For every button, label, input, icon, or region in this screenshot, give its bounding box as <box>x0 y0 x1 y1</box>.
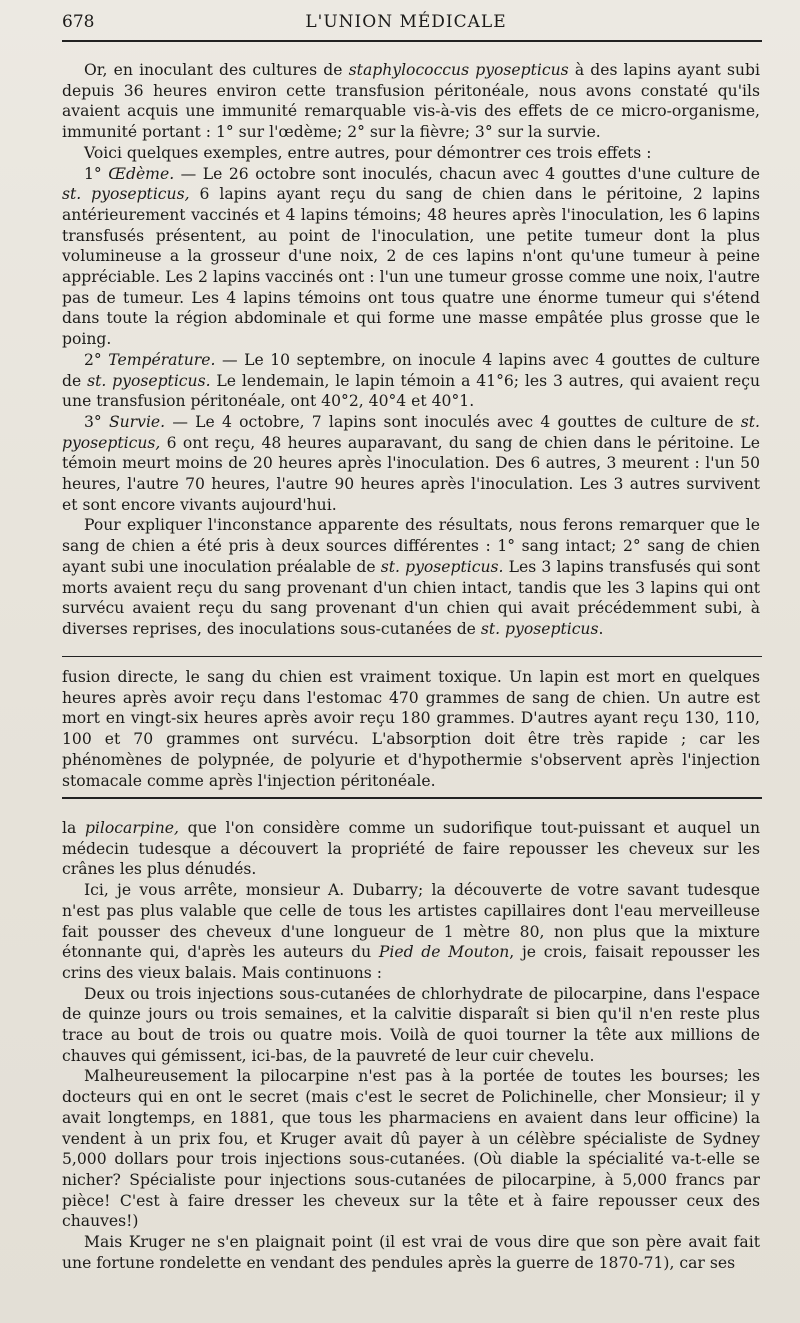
section-divider <box>62 656 762 657</box>
article-section-immunity <box>62 60 760 640</box>
paragraph-survie: 3° Survie. — Le 4 octobre, 7 lapins sont inoculés avec 4 gouttes de culture de st. pyosepticus, 6 ont reçu, 48 heures auparavant, du sang de chien dans le péritoine. Le témoin meurt moins de 20 heures après l'inoculation. Des 6 autres, 3 meurent : l'un 50 heures, l'autre 70 heures, l'autre 90 heures après l'inoculation. Les 3 autres survivent et sont encore vivants aujourd'hui. <box>62 412 760 514</box>
paragraph: Deux ou trois injections sous-cutanées de chlorhydrate de pilocarpine, dans l'espace de quinze jours ou trois semaines, et la calvitie disparaît si bien qu'il n'en reste plus trace au bout de trois ou quatre mois. Voilà de quoi tourner la tête aux millions de chauves qui gémissent, ici-bas, de la pauvreté de leur cuir chevelu. <box>62 984 760 1065</box>
article-section-toxicity <box>62 667 760 791</box>
paragraph-oedeme: 1° Œdème. — Le 26 octobre sont inoculés, chacun avec 4 gouttes d'une culture de st. pyosepticus, 6 lapins ayant reçu du sang de chien dans le péritoine, 2 lapins antérieurement vaccinés et 4 lapins témoins; 48 heures après l'inoculation, les 6 lapins transfusés présentent, au point de l'inoculation, une petite tumeur dont la plus volumineuse a la grosseur d'une noix, 2 de ces lapins n'ont qu'une tumeur à peine appréciable. Les 2 lapins vaccinés ont : l'un une tumeur grosse comme une noix, l'autre pas de tumeur. Les 4 lapins témoins ont tous quatre une énorme tumeur qui s'étend dans toute la région abdominale et qui forme une masse empâtée plus grosse que le poing. <box>62 164 760 349</box>
running-header <box>62 6 750 38</box>
paragraph: Malheureusement la pilocarpine n'est pas à la portée de toutes les bourses; les docteurs qui en ont le secret (mais c'est le secret de Polichinelle, cher Monsieur; il y avait longtemps, en 1881, que tous les pharmaciens en avaient dans leur officine) la vendent à un prix fou, et Kruger avait dû payer à un célèbre spécialiste de Sydney 5,000 dollars pour trois injections sous-cutanées. (Où diable la spécialité va-t-elle se nicher? Spécialiste pour injections sous-cutanées de pilocarpine, à 5,000 francs par pièce! C'est à faire dresser les cheveux sur la tête et à faire repousser ceux des chauves!) <box>62 1067 760 1231</box>
journal-title: L'UNION MÉDICALE <box>305 12 507 32</box>
paragraph: Voici quelques exemples, entre autres, pour démontrer ces trois effets : <box>84 143 652 162</box>
page-number: 678 <box>62 12 95 32</box>
paragraph: la pilocarpine, que l'on considère comme un sudorifique tout-puissant et auquel un médecin tudesque a découvert la propriété de faire repousser les cheveux sur les crânes les plus dénudés. <box>62 819 760 879</box>
section-divider <box>62 797 762 799</box>
paragraph: Pour expliquer l'inconstance apparente des résultats, nous ferons remarquer que le sang de chien a été pris à deux sources différentes : 1° sang intact; 2° sang de chien ayant subi une inoculation préalable de st. pyosepticus. Les 3 lapins transfusés qui sont morts avaient reçu du sang provenant d'un chien intact, tandis que les 3 lapins qui ont survécu avaient reçu du sang provenant d'un chien qui avait précédemment subi, à diverses reprises, des inoculations sous-cutanées de st. pyosepticus. <box>62 516 760 638</box>
paragraph-temperature: 2° Température. — Le 10 septembre, on inocule 4 lapins avec 4 gouttes de culture de st. pyosepticus. Le lendemain, le lapin témoin a 41°6; les 3 autres, qui avaient reçu une transfusion péritonéale, ont 40°2, 40°4 et 40°1. <box>62 350 760 411</box>
paragraph: fusion directe, le sang du chien est vraiment toxique. Un lapin est mort en quelques heures après avoir reçu dans l'estomac 470 grammes de sang de chien. Un autre est mort en vingt-six heures après avoir reçu 180 grammes. D'autres ayant reçu 130, 110, 100 et 70 grammes ont survécu. L'absorption doit être très rapide ; car les phénomènes de polypnée, de polyurie et d'hypothermie s'observent après l'injection stomacale comme après l'injection péritonéale. <box>62 668 760 790</box>
paragraph: Ici, je vous arrête, monsieur A. Dubarry; la découverte de votre savant tudesque n'est pas plus valable que celle de tous les artistes capillaires dont l'eau merveilleuse fait pousser des cheveux d'une longueur de 1 mètre 80, non plus que la mixture étonnante qui, d'après les auteurs du Pied de Mouton, je crois, faisait repousser les crins des vieux balais. Mais continuons : <box>62 881 760 982</box>
article-section-pilocarpine <box>62 818 760 1273</box>
paragraph: Mais Kruger ne s'en plaignait point (il est vrai de vous dire que son père avait fait une fortune rondelette en vendant des pendules après la guerre de 1870-71), car ses <box>62 1233 760 1272</box>
header-rule <box>62 40 762 42</box>
paragraph: Or, en inoculant des cultures de staphylococcus pyosepticus à des lapins ayant subi depuis 36 heures environ cette transfusion péritonéale, nous avons constaté qu'ils avaient acquis une immunité remarquable vis-à-vis des effets de ce micro-organisme, immunité portant : 1° sur l'œdème; 2° sur la fièvre; 3° sur la survie. <box>62 61 760 142</box>
